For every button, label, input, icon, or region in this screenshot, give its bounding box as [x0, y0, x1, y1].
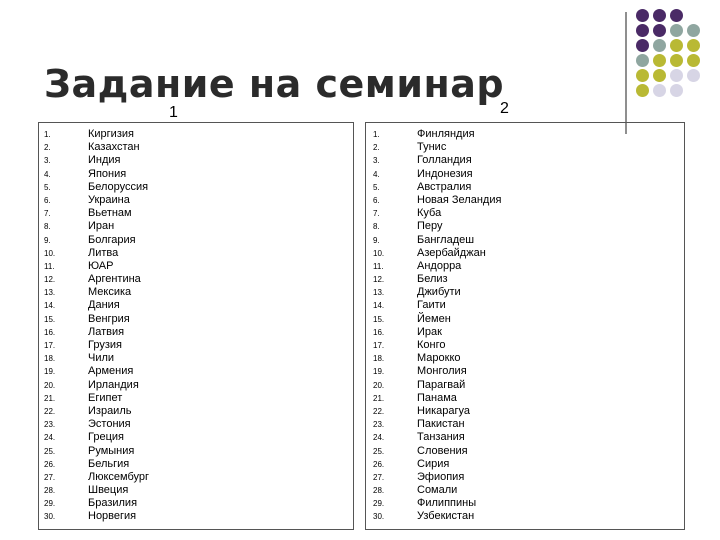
decorative-dot-grid — [636, 9, 716, 119]
list-item-number: 18. — [373, 354, 385, 364]
decorative-dot — [670, 54, 683, 67]
decorative-dot — [653, 69, 666, 82]
list-item-country: Конго — [417, 339, 446, 351]
list-item-country: ЮАР — [88, 259, 114, 272]
list-item-country: Словения — [417, 444, 468, 457]
list-item-number: 21. — [373, 393, 385, 403]
decorative-dot — [653, 54, 666, 67]
list-item-number: 17. — [373, 341, 385, 350]
list-item-number: 29. — [44, 499, 56, 509]
list-item-country: Чили — [88, 352, 115, 365]
list-item-country: Андорра — [417, 259, 462, 272]
list-item-country: Йемен — [417, 312, 451, 325]
list-item-number: 5. — [373, 182, 380, 192]
decorative-dot — [670, 84, 683, 97]
list-item-number: 29. — [373, 499, 385, 509]
list-item-number: 22. — [373, 406, 385, 416]
list-item-number: 2. — [373, 143, 380, 153]
column-2-label: 2 — [500, 100, 509, 117]
list-item-country: Ирландия — [88, 378, 139, 391]
list-item-number: 9. — [373, 235, 380, 245]
list-item-number: 18. — [44, 354, 56, 364]
decorative-dot — [636, 54, 649, 67]
list-item-country: Эфиопия — [417, 470, 465, 483]
list-item-country: Куба — [417, 207, 442, 220]
list-item-country: Бангладеш — [417, 233, 475, 246]
list-item-number: 2. — [44, 143, 51, 153]
list-item-country: Швеция — [88, 484, 129, 497]
list-item-country: Грузия — [88, 339, 122, 351]
list-item-number: 21. — [44, 393, 56, 403]
list-item-number: 1. — [373, 130, 380, 139]
list-item-number: 19. — [44, 367, 56, 377]
decorative-dot — [687, 54, 700, 67]
list-item-number: 19. — [373, 367, 385, 377]
decorative-dot — [670, 24, 683, 37]
list-item-country: Белиз — [417, 273, 448, 286]
list-item-country: Болгария — [88, 233, 136, 246]
list-item-country: Монголия — [417, 365, 467, 378]
page-title: Задание на семинар — [44, 62, 505, 106]
list-item-country: Греция — [88, 431, 124, 444]
list-item-number: 26. — [373, 459, 385, 469]
list-item-country: Венгрия — [88, 312, 130, 325]
list-item-number: 3. — [44, 156, 51, 166]
list-item-number: 13. — [44, 288, 56, 298]
list-item-number: 4. — [44, 169, 51, 179]
decorative-dot — [653, 24, 666, 37]
list-item-country: Украина — [88, 193, 130, 206]
decorative-dot — [670, 39, 683, 52]
list-item-country: Эстония — [88, 418, 131, 431]
list-item-country: Белоруссия — [88, 180, 149, 193]
list-item-country: Никарагуа — [417, 404, 471, 417]
list-item-number: 23. — [44, 420, 56, 430]
list-item-country: Танзания — [417, 431, 465, 444]
list-item-number: 14. — [373, 301, 385, 311]
list-item-country: Вьетнам — [88, 207, 132, 220]
list-item-number: 26. — [44, 459, 56, 469]
country-list-2-frame — [365, 122, 685, 530]
list-item-number: 14. — [44, 301, 56, 311]
list-item-number: 25. — [44, 446, 56, 456]
list-item-country: Финляндия — [417, 128, 475, 140]
list-item-number: 22. — [44, 406, 56, 416]
list-item-country: Израиль — [88, 404, 132, 417]
decorative-dot — [687, 69, 700, 82]
list-item-number: 28. — [44, 486, 56, 496]
decorative-dot — [653, 84, 666, 97]
decorative-dot — [636, 39, 649, 52]
list-item-number: 16. — [44, 327, 56, 337]
list-item-country: Бельгия — [88, 457, 130, 470]
list-item-country: Филиппины — [417, 497, 477, 510]
list-item-number: 1. — [44, 130, 51, 139]
list-item-number: 17. — [44, 341, 56, 350]
list-item-country: Марокко — [417, 352, 461, 365]
list-item-country: Казахстан — [88, 141, 140, 154]
list-item-number: 11. — [373, 261, 384, 271]
list-item-number: 7. — [44, 209, 51, 219]
decorative-dot — [636, 9, 649, 22]
list-item-country: Пакистан — [417, 418, 465, 431]
list-item-country: Люксембург — [88, 470, 150, 483]
list-item-country: Аргентина — [88, 273, 141, 286]
list-item-number: 25. — [373, 446, 385, 456]
list-item-number: 20. — [44, 380, 56, 390]
list-item-number: 30. — [44, 512, 56, 522]
list-item-number: 28. — [373, 486, 385, 496]
list-item-number: 20. — [373, 380, 385, 390]
list-item-country: Иран — [88, 220, 115, 233]
divider-line — [625, 12, 627, 134]
list-item-number: 27. — [44, 472, 56, 482]
list-item-number: 6. — [44, 195, 51, 205]
list-item-country: Новая Зеландия — [417, 193, 502, 206]
list-item-number: 7. — [373, 209, 380, 219]
country-list-1-frame — [38, 122, 354, 530]
list-item-country: Литва — [88, 246, 119, 259]
list-item-country: Джибути — [417, 286, 461, 299]
list-item-number: 5. — [44, 182, 51, 192]
list-item-number: 24. — [44, 433, 56, 443]
list-item-number: 24. — [373, 433, 385, 443]
list-item-number: 9. — [44, 235, 51, 245]
decorative-dot — [653, 9, 666, 22]
decorative-dot — [636, 84, 649, 97]
list-item-number: 13. — [373, 288, 385, 298]
list-item-number: 4. — [373, 169, 380, 179]
list-item-number: 6. — [373, 195, 380, 205]
list-item-number: 10. — [373, 248, 385, 258]
list-item-country: Ирак — [417, 325, 442, 338]
decorative-dot — [653, 39, 666, 52]
list-item-country: Австралия — [417, 180, 472, 193]
list-item-country: Румыния — [88, 444, 135, 457]
list-item-country: Киргизия — [88, 128, 134, 140]
list-item-country: Азербайджан — [417, 246, 486, 259]
list-item-country: Тунис — [417, 141, 447, 154]
list-item-country: Египет — [88, 391, 123, 404]
decorative-dot — [687, 39, 700, 52]
list-item-country: Перу — [417, 220, 443, 233]
decorative-dot — [636, 69, 649, 82]
list-item-number: 16. — [373, 327, 385, 337]
list-item-country: Индонезия — [417, 167, 473, 180]
list-item-number: 12. — [44, 275, 56, 285]
list-item-number: 8. — [44, 222, 51, 232]
list-item-country: Узбекистан — [417, 510, 475, 523]
list-item-number: 3. — [373, 156, 380, 166]
decorative-dot — [687, 24, 700, 37]
list-item-country: Латвия — [88, 325, 125, 338]
list-item-country: Бразилия — [88, 497, 138, 510]
list-item-country: Индия — [88, 154, 121, 167]
list-item-country: Норвегия — [88, 510, 137, 523]
list-item-country: Сомали — [417, 484, 458, 497]
list-item-number: 27. — [373, 472, 385, 482]
list-item-country: Голландия — [417, 154, 472, 167]
list-item-number: 15. — [373, 314, 385, 324]
list-item-number: 11. — [44, 261, 55, 271]
decorative-dot — [670, 69, 683, 82]
list-item-number: 12. — [373, 275, 385, 285]
list-item-number: 23. — [373, 420, 385, 430]
list-item-number: 30. — [373, 512, 385, 522]
list-item-country: Сирия — [417, 457, 450, 470]
list-item-country: Япония — [88, 167, 127, 180]
list-item-country: Дания — [88, 299, 120, 312]
list-item-country: Парагвай — [417, 378, 466, 391]
list-item-number: 15. — [44, 314, 56, 324]
column-1-label: 1 — [169, 104, 178, 121]
list-item-country: Гаити — [417, 299, 446, 312]
list-item-number: 10. — [44, 248, 56, 258]
decorative-dot — [636, 24, 649, 37]
list-item-number: 8. — [373, 222, 380, 232]
list-item-country: Панама — [417, 391, 457, 404]
decorative-dot — [670, 9, 683, 22]
list-item-country: Армения — [88, 365, 134, 378]
list-item-country: Мексика — [88, 286, 132, 299]
